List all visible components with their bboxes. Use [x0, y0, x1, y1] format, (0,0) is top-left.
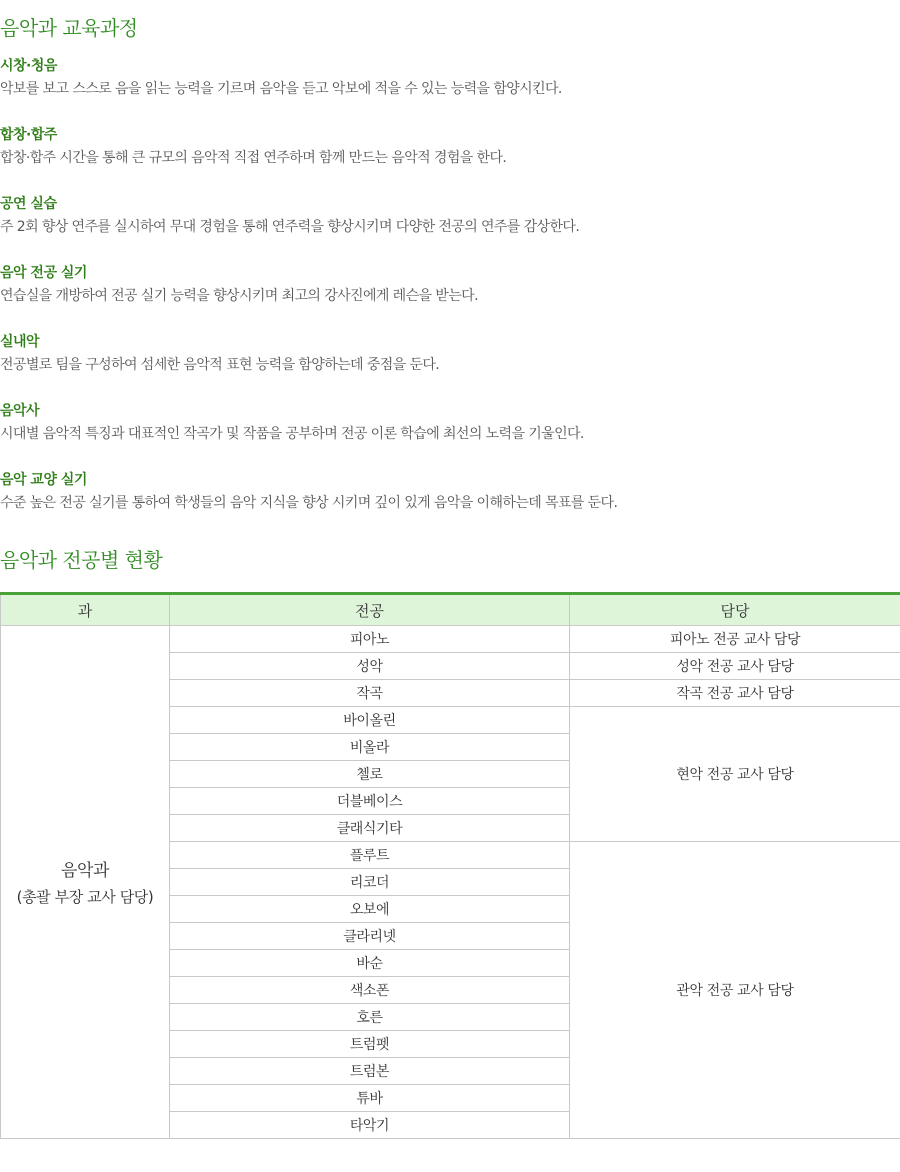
charge-cell: 피아노 전공 교사 담당: [570, 626, 900, 653]
charge-cell: 관악 전공 교사 담당: [570, 842, 900, 1139]
major-cell: 리코더: [170, 869, 570, 896]
major-cell: 피아노: [170, 626, 570, 653]
course-name: 음악 교양 실기: [0, 472, 87, 488]
charge-cell: 성악 전공 교사 담당: [570, 653, 900, 680]
course-name: 음악사: [0, 403, 40, 419]
major-cell: 트럼본: [170, 1058, 570, 1085]
course-desc: 악보를 보고 스스로 음을 읽는 능력을 기르며 음악을 듣고 악보에 적을 수 있는 능력을 함양시킨다.: [0, 81, 562, 97]
major-cell: 호른: [170, 1004, 570, 1031]
table-header-row: [1, 594, 900, 626]
course-desc: 시대별 음악적 특징과 대표적인 작곡가 및 작품을 공부하며 전공 이론 학습에 최선의 노력을 기울인다.: [0, 426, 584, 442]
major-status-table: [0, 592, 900, 1139]
major-cell: 플루트: [170, 842, 570, 869]
course-desc: 합창·합주 시간을 통해 큰 규모의 음악적 직접 연주하며 함께 만드는 음악적 경험을 한다.: [0, 150, 507, 166]
course-name: 합창·합주: [0, 127, 57, 143]
course-desc: 주 2회 향상 연주를 실시하여 무대 경험을 통해 연주력을 향상시키며 다양한 전공의 연주를 감상한다.: [0, 219, 580, 235]
major-cell: 클라리넷: [170, 923, 570, 950]
charge-cell: 현악 전공 교사 담당: [570, 707, 900, 842]
dept-note: (총괄 부장 교사 담당): [16, 888, 154, 906]
column-header-charge: 담당: [570, 594, 900, 626]
course-desc: 전공별로 팀을 구성하여 섬세한 음악적 표현 능력을 함양하는데 중점을 둔다.: [0, 357, 440, 373]
major-cell: 색소폰: [170, 977, 570, 1004]
dept-cell: [1, 626, 170, 1139]
major-cell: 오보에: [170, 896, 570, 923]
major-cell: 작곡: [170, 680, 570, 707]
course-item: [0, 56, 900, 125]
major-cell: 성악: [170, 653, 570, 680]
charge-cell: 작곡 전공 교사 담당: [570, 680, 900, 707]
course-item: [0, 470, 900, 539]
curriculum-title: 음악과 교육과정: [0, 16, 138, 40]
table-row: [1, 626, 900, 653]
course-name: 공연 실습: [0, 196, 57, 212]
course-item: [0, 125, 900, 194]
major-cell: 타악기: [170, 1112, 570, 1139]
course-item: [0, 194, 900, 263]
column-header-major: 전공: [170, 594, 570, 626]
status-title: 음악과 전공별 현황: [0, 548, 163, 572]
major-cell: 튜바: [170, 1085, 570, 1112]
major-cell: 비올라: [170, 734, 570, 761]
course-item: [0, 332, 900, 401]
column-header-dept: 과: [1, 594, 170, 626]
course-desc: 연습실을 개방하여 전공 실기 능력을 향상시키며 최고의 강사진에게 레슨을 받는다.: [0, 288, 478, 304]
course-item: [0, 263, 900, 332]
course-desc: 수준 높은 전공 실기를 통하여 학생들의 음악 지식을 향상 시키며 깊이 있게 음악을 이해하는데 목표를 둔다.: [0, 495, 618, 511]
major-cell: 바이올린: [170, 707, 570, 734]
major-cell: 바순: [170, 950, 570, 977]
course-list: [0, 56, 900, 539]
major-cell: 트럼펫: [170, 1031, 570, 1058]
major-cell: 클래식기타: [170, 815, 570, 842]
major-cell: 첼로: [170, 761, 570, 788]
course-name: 시창·청음: [0, 58, 57, 74]
major-cell: 더블베이스: [170, 788, 570, 815]
course-item: [0, 401, 900, 470]
course-name: 음악 전공 실기: [0, 265, 87, 281]
dept-name: 음악과: [60, 861, 110, 881]
course-name: 실내악: [0, 334, 40, 350]
